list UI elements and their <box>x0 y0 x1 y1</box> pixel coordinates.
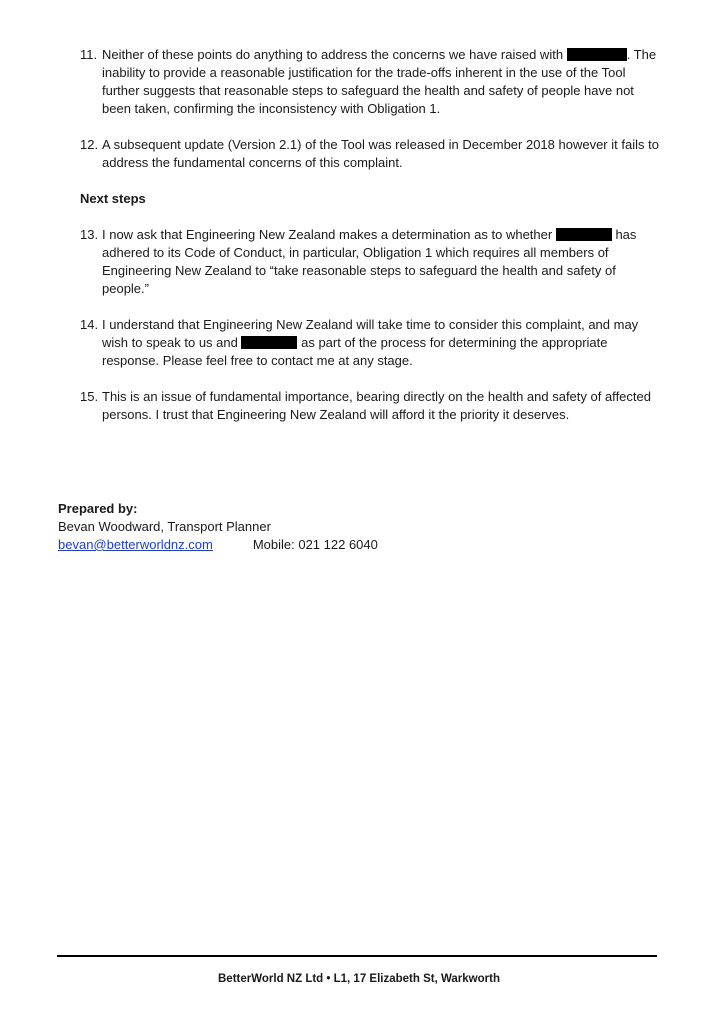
footer-divider <box>57 955 657 957</box>
item-number: 15. <box>80 389 99 404</box>
redaction-block <box>556 228 612 241</box>
item-number: 12. <box>80 137 99 152</box>
email-link[interactable]: bevan@betterworldnz.com <box>58 537 213 552</box>
item-text-part: I now ask that Engineering New Zealand makes a determination as to whether <box>102 227 553 242</box>
item-text-part: Neither of these points do anything to address the concerns we have raised with <box>102 47 564 62</box>
list-item <box>80 388 660 424</box>
item-number: 13. <box>80 227 99 242</box>
redaction-block <box>241 336 297 349</box>
contact-line <box>58 536 658 554</box>
item-text-part: . The inability to provide a reasonable justification for the trade-offs inherent in the use of the Tool further suggests that reasonable steps to safeguard the health and safety of people have not been taken, confirming the inconsistency with Obligation 1. <box>102 47 657 116</box>
redaction-block <box>567 48 627 61</box>
item-text-part: I understand that Engineering New Zealand will take time to consider this complaint, and may wish to speak to us and <box>102 317 639 350</box>
item-text <box>102 46 660 118</box>
item-text: This is an issue of fundamental importance, bearing directly on the health and safety of affected persons. I trust that Engineering New Zealand will afford it the priority it deserves. <box>102 389 651 422</box>
item-text-part: as part of the process for determining the appropriate response. Please feel free to contact me at any stage. <box>102 335 608 368</box>
list-item <box>80 316 660 370</box>
item-text-part: has adhered to its Code of Conduct, in particular, Obligation 1 which requires all members of Engineering New Zealand to “take reasonable steps to safeguard the health and safety of people.” <box>102 227 637 296</box>
prepared-by-label: Prepared by: <box>58 501 138 516</box>
list-item <box>80 136 660 172</box>
item-text <box>102 226 660 298</box>
list-item <box>80 46 660 118</box>
list-item <box>80 226 660 298</box>
author-name: Bevan Woodward, Transport Planner <box>58 519 271 534</box>
item-text <box>102 316 660 370</box>
numbered-list <box>80 46 660 442</box>
item-text: A subsequent update (Version 2.1) of the Tool was released in December 2018 however it fails to address the fundamental concerns of this complaint. <box>102 137 659 170</box>
item-number: 14. <box>80 317 99 332</box>
mobile-number: Mobile: 021 122 6040 <box>252 537 378 552</box>
footer-address: BetterWorld NZ Ltd • L1, 17 Elizabeth St, Warkworth <box>218 973 500 985</box>
prepared-by-block <box>58 500 658 554</box>
item-number: 11. <box>80 47 98 62</box>
section-heading: Next steps <box>80 191 146 206</box>
